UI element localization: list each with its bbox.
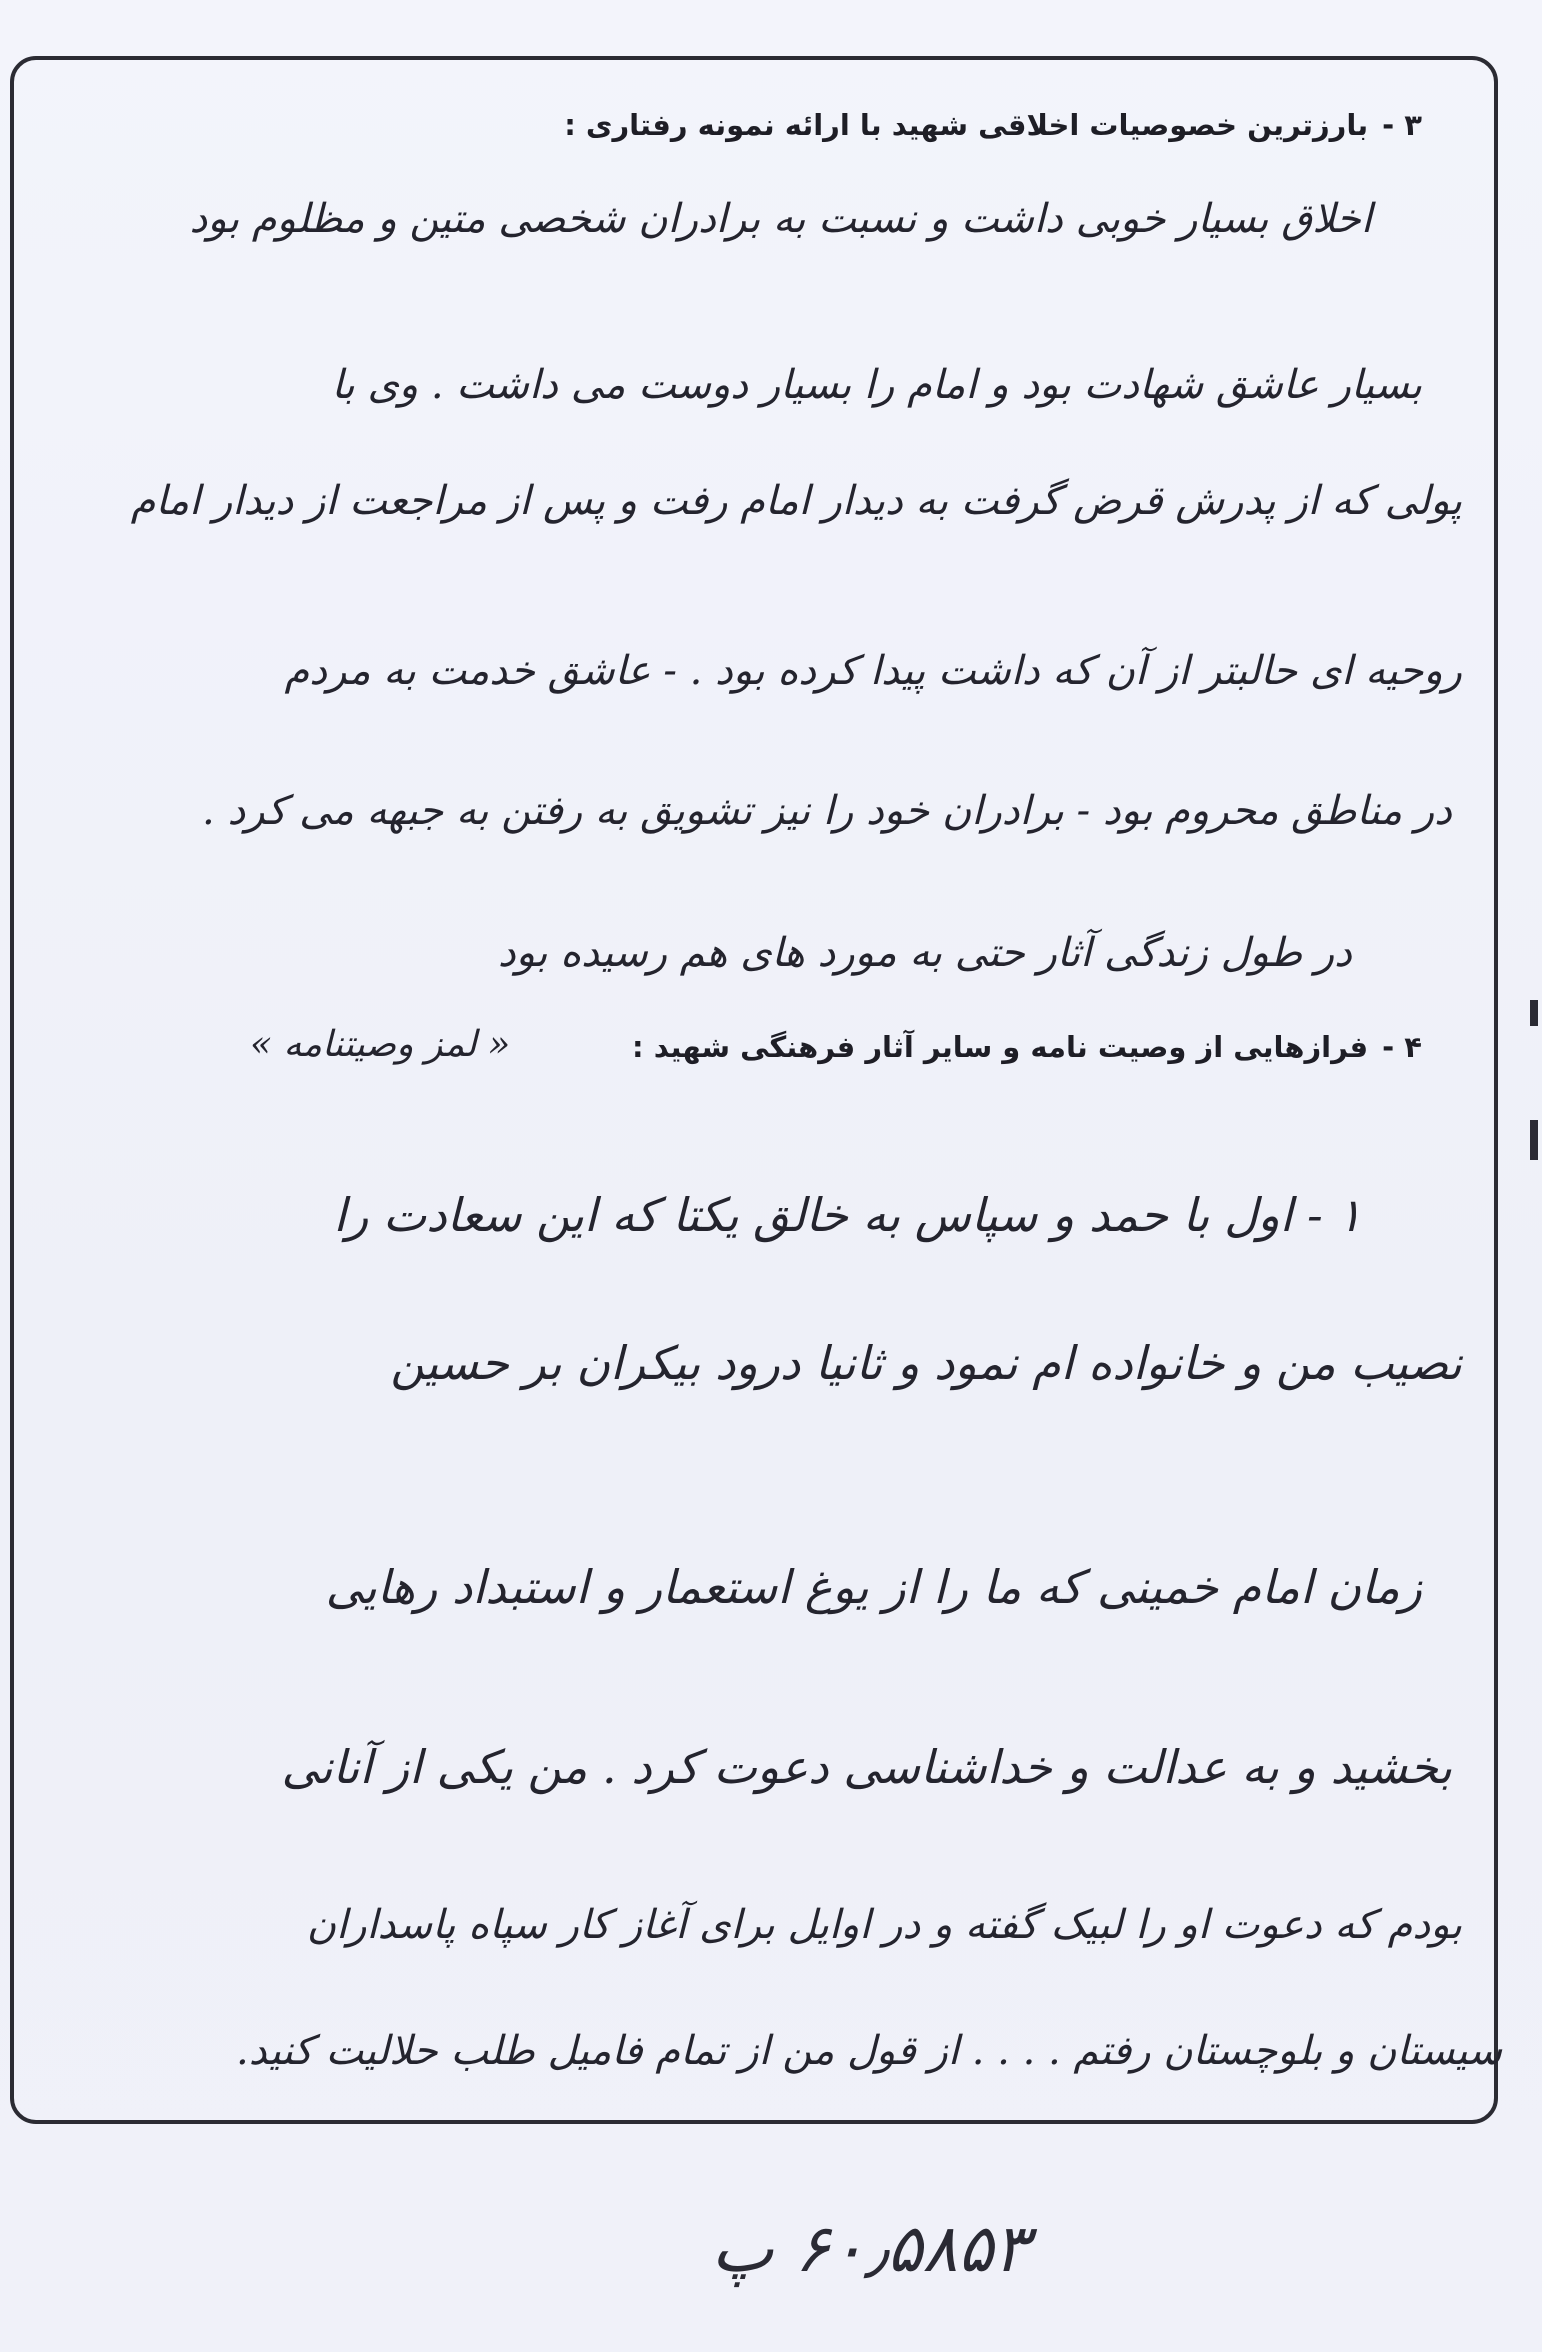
section-3-line-2: بسیار عاشق شهادت بود و امام را بسیار دوست می داشت . وی با — [331, 362, 1422, 408]
section-3-line-6: در طول زندگی آثار حتی به مورد های هم رسیده بود — [497, 930, 1352, 976]
section-3-line-1: اخلاق بسیار خوبی داشت و نسبت به برادران شخصی متین و مظلوم بود — [189, 196, 1372, 242]
section-3-number: ۳ - — [1382, 108, 1422, 142]
section-4-heading — [632, 1030, 1422, 1064]
section-3-heading — [564, 108, 1422, 142]
section-4-heading-text: فرازهایی از وصیت نامه و سایر آثار فرهنگی شهید : — [632, 1030, 1369, 1064]
section-3-heading-text: بارزترین خصوصیات اخلاقی شهید با ارائه نمونه رفتاری : — [564, 108, 1369, 142]
section-4-line-1: ۱ - اول با حمد و سپاس به خالق یکتا که این سعادت را — [333, 1188, 1362, 1242]
section-4-number: ۴ - — [1382, 1030, 1422, 1064]
section-4-line-4: بخشید و به عدالت و خداشناسی دعوت کرد . من یکی از آنانی — [281, 1740, 1452, 1794]
section-3-line-5: در مناطق محروم بود - برادران خود را نیز تشویق به رفتن به جبهه می کرد . — [202, 788, 1452, 834]
scan-edge-mark — [1530, 1120, 1538, 1160]
footer-handwritten-number: ۶۰٫۵۸۵۳ پ — [711, 2210, 1029, 2287]
section-4-line-3: زمان امام خمینی که ما را از یوغ استعمار و استبداد رهایی — [325, 1560, 1422, 1614]
section-3-line-4: روحیه ای حالبتر از آن که داشت پیدا کرده بود . - عاشق خدمت به مردم — [284, 648, 1462, 694]
section-4-line-6: سیستان و بلوچستان رفتم . . . . از قول من از تمام فامیل طلب حلالیت کنید. — [236, 2028, 1502, 2074]
section-4-line-5: بودم که دعوت او را لبیک گفته و در اوایل برای آغاز کار سپاه پاسداران — [306, 1902, 1462, 1948]
section-3-line-3: پولی که از پدرش قرض گرفت به دیدار امام رفت و پس از مراجعت از دیدار امام — [130, 478, 1462, 524]
scan-edge-mark — [1530, 1000, 1538, 1026]
section-4-line-2: نصیب من و خانواده ام نمود و ثانیا درود بیکران بر حسین — [390, 1336, 1462, 1390]
will-title: « لمز وصیتنامه » — [250, 1024, 511, 1065]
